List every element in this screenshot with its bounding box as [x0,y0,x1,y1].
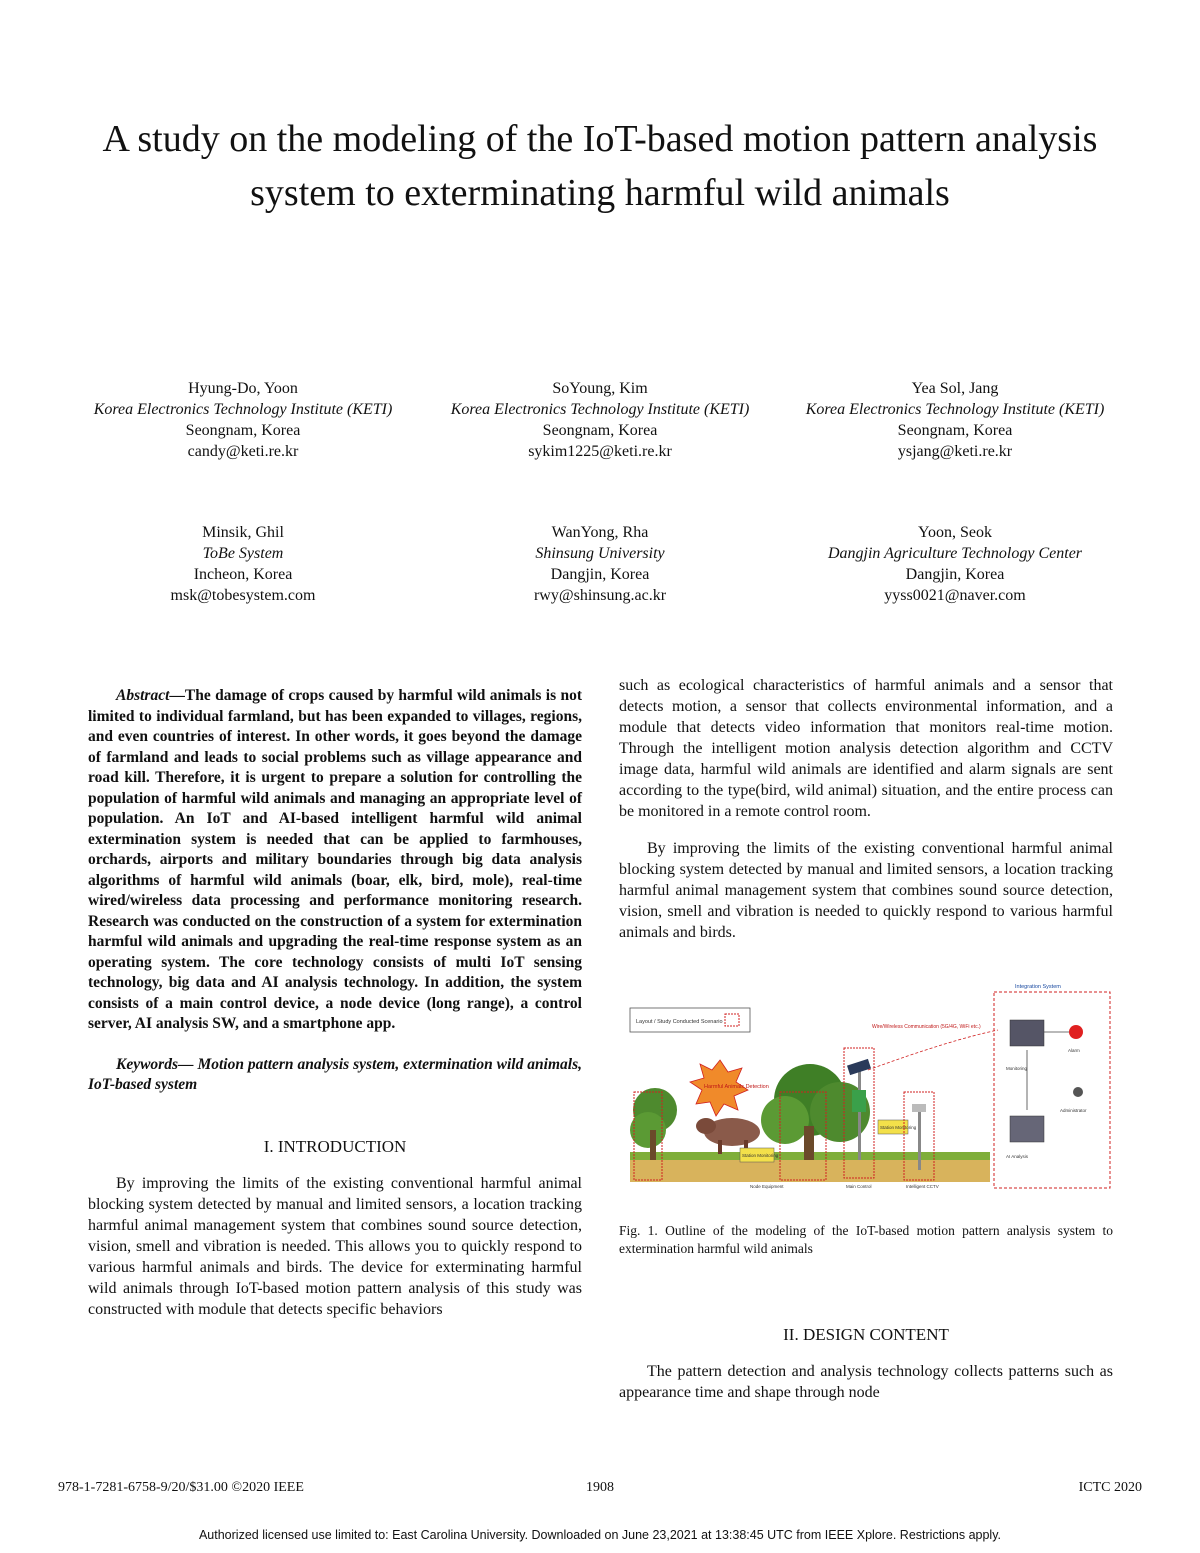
tree-canopy [630,1112,666,1148]
author-name: Minsik, Ghil [202,524,284,541]
author-affiliation: Shinsung University [535,545,665,562]
admin-icon [1073,1087,1083,1097]
license-notice: Authorized licensed use limited to: East Carolina University. Downloaded on June 23,2021 at 13:38:45 UTC from IEEE Xplore. Restrictions apply. [198,1528,1002,1542]
boar-leg [718,1140,722,1154]
pole [858,1070,861,1160]
author-block [78,522,408,606]
keywords [88,1055,582,1096]
author-email: rwy@shinsung.ac.kr [533,587,667,604]
author-name: Hyung-Do, Yoon [188,380,298,397]
paragraph: By improving the limits of the existing conventional harmful animal blocking system detected by manual and limited sensors, a location tracking harmful animal management system that combines sound source detection, vision, smell and vibration is needed to quickly respond to various harmful animals and birds. [619,840,1113,941]
ground [630,1158,990,1182]
author-email: ysjang@keti.re.kr [897,443,1013,460]
keywords-label: Keywords— [116,1055,194,1073]
figure-caption: Fig. 1. Outline of the modeling of the IoT-based motion pattern analysis system to extermination harmful wild animals [619,1223,1113,1256]
author-name: SoYoung, Kim [552,380,648,397]
detection-label: Harmful Animals Detection [704,1084,769,1090]
author-block [790,522,1120,606]
comm-link [868,1030,998,1070]
admin-label: Administrator [1060,1108,1087,1113]
station-monitoring-label: Station Monitoring [742,1153,779,1158]
author-location: Dangjin, Korea [905,566,1005,583]
design-paragraph: The pattern detection and analysis technology collects patterns such as appearance time and shape through node [619,1363,1113,1401]
introduction-paragraph: By improving the limits of the existing conventional harmful animal blocking system detected by manual and limited sensors, a location tracking harmful animal management system that combines sound source detection, vision, smell and vibration is needed. This allows you to quickly respond to various harmful animals and birds. The device for exterminating harmful wild animals through IoT-based motion pattern analysis of this study was constructed with module that detects specific behaviors [88,1174,582,1318]
system-diagram [620,980,1114,1192]
keywords-text: Motion pattern analysis system, extermination wild animals, IoT-based system [88,1055,582,1093]
author-affiliation: Korea Electronics Technology Institute (KETI) [805,401,1105,418]
cctv-camera [912,1104,926,1112]
pole [918,1110,921,1170]
monitor-screen [1010,1020,1044,1046]
integration-title: Integration System [1015,984,1061,990]
abstract-label: Abstract [116,687,170,704]
ai-screen [1010,1116,1044,1142]
author-affiliation: Korea Electronics Technology Institute (KETI) [93,401,393,418]
alarm-light [1069,1025,1083,1039]
abstract-text: —The damage of crops caused by harmful wild animals is not limited to individual farmland, but has been expanded to villages, regions, and even countries of interest. In other words, it goes beyond the damage of farmland and leads to social problems such as village appearance and road kill. Therefore, it is urgent to prepare a solution for controlling the population of harmful wild animals and managing an appropriate level of population. An IoT and AI-based intelligent harmful wild animal extermination system is needed that can be applied to farmhouses, orchards, airports and military boundaries through big data analysis algorithms of harmful wild animals (boar, elk, bird, mole), real-time wired/wireless data processing and performance monitoring research. Research was conducted on the construction of a system for extermination harmful wild animals and upgrading the real-time response system as an operating system. The core technology consists of multi IoT sensing technology, big data and AI analysis technology. In addition, the system consists of a main control device, a node device (long range), a control server, AI analysis SW, and a smartphone app. [88,687,582,1032]
author-email: candy@keti.re.kr [187,443,299,460]
alarm-label: Alarm [1068,1048,1080,1053]
boar-head [696,1118,716,1134]
figure-1 [620,980,1114,1192]
main-control-label: Main Control [846,1184,872,1189]
author-location: Dangjin, Korea [550,566,650,583]
cctv-label: Intelligent CCTV [906,1184,939,1189]
author-location: Seongnam, Korea [542,422,658,439]
left-column [88,686,582,1320]
author-affiliation: Korea Electronics Technology Institute (KETI) [450,401,750,418]
right-column-lower [619,1222,1113,1403]
abstract [88,686,582,1035]
author-email: msk@tobesystem.com [170,587,316,604]
author-location: Seongnam, Korea [897,422,1013,439]
communication-label: Wire/Wireless Communication (5G/4G, WiFi etc.) [872,1024,981,1030]
monitor-label: Monitoring [1006,1066,1028,1071]
paragraph: such as ecological characteristics of harmful animals and a sensor that detects motion, a sensor that collects environmental information, and a module that detects video information that monitors real-time motion. Through the intelligent motion analysis detection algorithm and CCTV image data, harmful wild animals are identified and alarm signals are sent according to the type(bird, wild animal) situation, and the entire process can be monitored in a remote control room. [619,677,1113,820]
legend-text: Layout / Study Conducted Scenario [636,1019,723,1025]
control-box [852,1090,866,1112]
author-name: WanYong, Rha [551,524,649,541]
section-heading-introduction: I. INTRODUCTION [263,1136,407,1156]
page-number: 1908 [586,1480,614,1495]
paper-title: A study on the modeling of the IoT-based motion pattern analysis system to exterminating harmful wild animals [102,118,1098,214]
author-email: yyss0021@naver.com [884,587,1026,604]
author-block [435,522,765,606]
footer-copyright: 978-1-7281-6758-9/20/$31.00 ©2020 IEEE [58,1480,304,1495]
author-affiliation: ToBe System [202,545,284,562]
conference-name: ICTC 2020 [1078,1480,1142,1495]
tree-trunk [804,1126,814,1160]
tree-trunk [650,1130,656,1160]
author-email: sykim1225@keti.re.kr [528,443,672,460]
tree-canopy [761,1096,809,1144]
section-heading-design: II. DESIGN CONTENT [783,1325,949,1344]
author-name: Yoon, Seok [918,524,992,541]
author-affiliation: Dangjin Agriculture Technology Center [827,545,1083,562]
author-block [78,378,408,462]
ai-label: AI Analysis [1006,1154,1029,1159]
author-location: Seongnam, Korea [185,422,301,439]
vision-label: Station Monitoring [880,1125,917,1130]
node-label: Node Equipment [750,1184,784,1189]
right-column [619,675,1113,943]
author-block [790,378,1120,462]
author-location: Incheon, Korea [193,566,293,583]
author-block [435,378,765,462]
author-name: Yea Sol, Jang [911,380,999,397]
